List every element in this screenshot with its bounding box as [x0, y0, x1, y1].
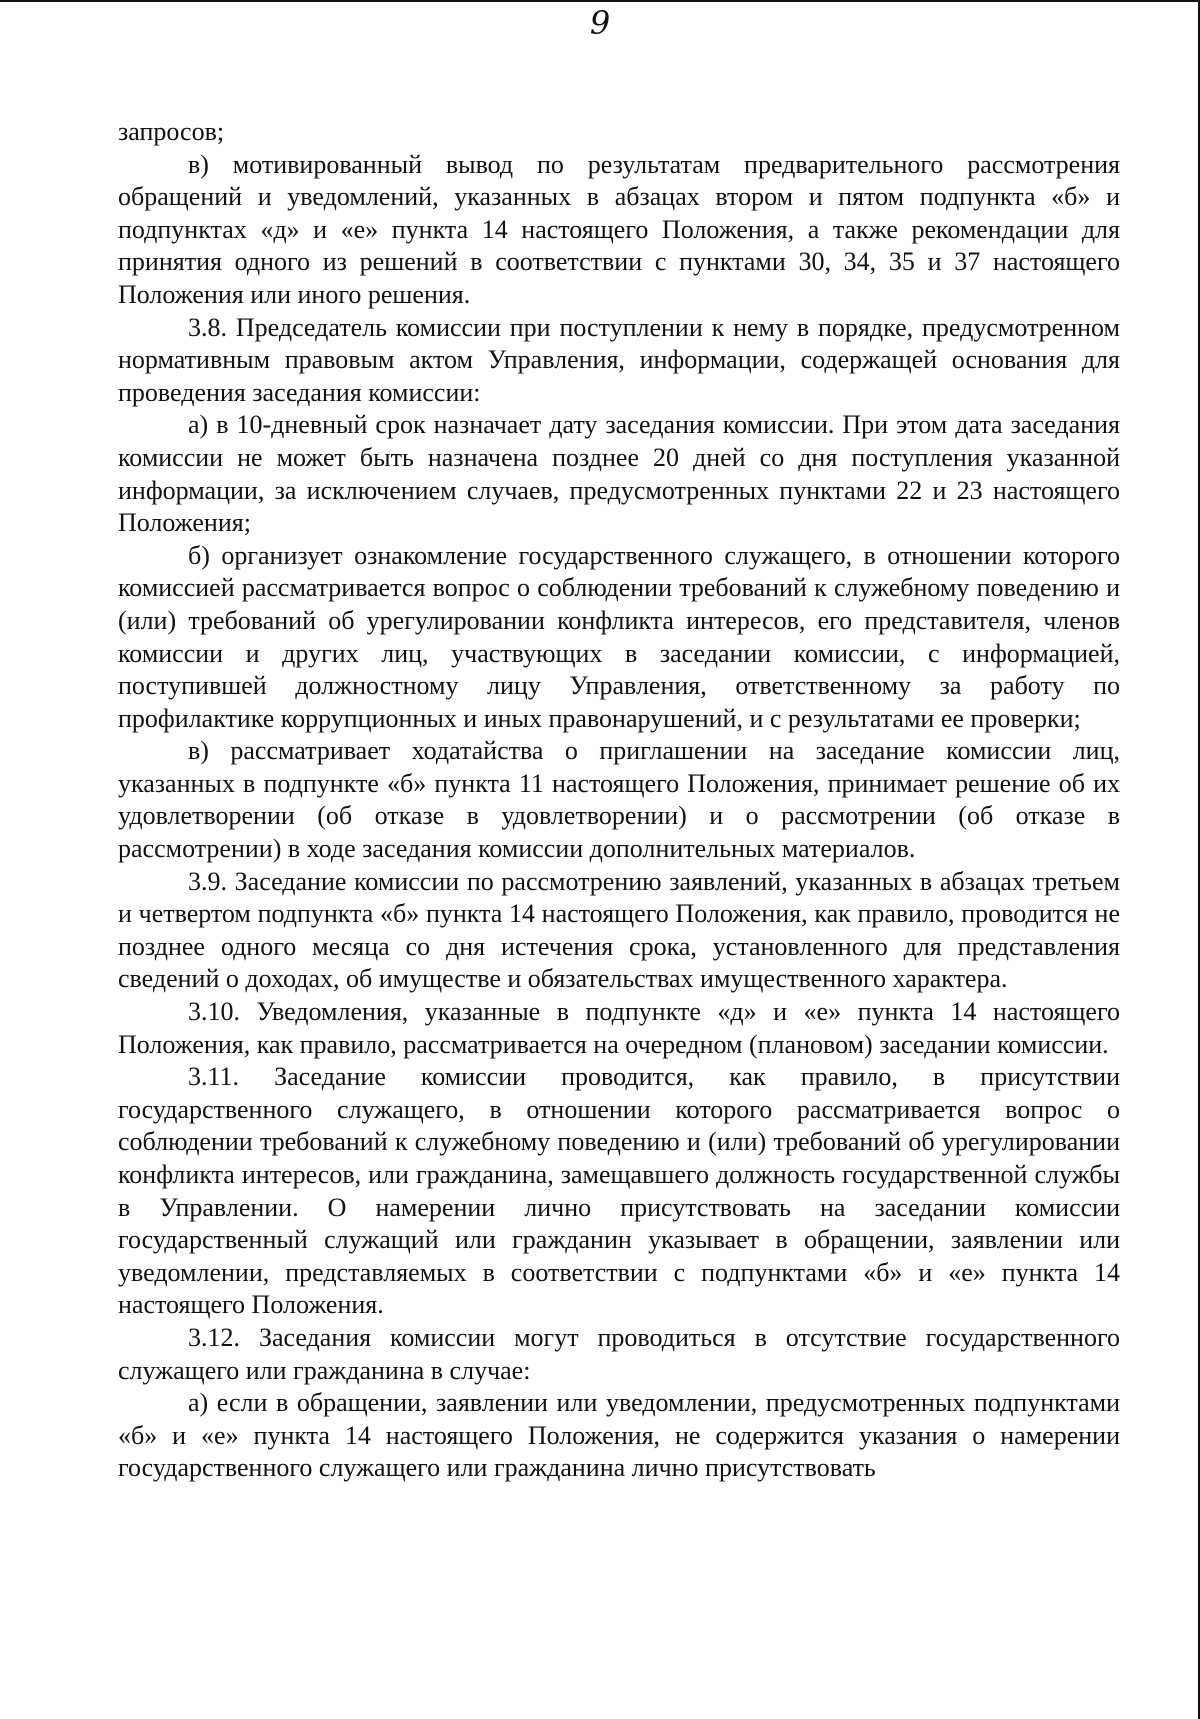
paragraph-3-8-b: б) организует ознакомление государственного служащего, в отношении которого комиссией рассматривается вопрос о соблюдении требований к служебному поведению и (или) требований об урегулировании конфликта интересов, его представителя, членов комиссии и других лиц, участвующих в заседании комиссии, с информацией, поступившей должностному лицу Управления, ответственному за работу по профилактике коррупционных и иных правонарушений, и с результатами ее проверки; [118, 540, 1120, 733]
paragraph-3-12-a: а) если в обращении, заявлении или уведомлении, предусмотренных подпунктами «б» и «е» пункта 14 настоящего Положения, не содержится указания о намерении государственного служащего или гражданина лично присутствовать [118, 1388, 1120, 1483]
paragraph-3-12: 3.12. Заседания комиссии могут проводиться в отсутствие государственного служащего или гражданина в случае: [118, 1322, 1120, 1385]
paragraph-3-11: 3.11. Заседание комиссии проводится, как правило, в присутствии государственного служащего, в отношении которого рассматривается вопрос о соблюдении требований к служебному поведению и (или) требований об урегулировании конфликта интересов, или гражданина, замещавшего должность государственной службы в Управлении. О намерении лично присутствовать на заседании комиссии государственный служащий или гражданин указывает в обращении, заявлении или уведомлении, представляемых в соответствии с подпунктами «б» и «е» пункта 14 настоящего Положения. [118, 1062, 1120, 1320]
paragraph-item-v: в) мотивированный вывод по результатам предварительного рассмотрения обращений и уведомлений, указанных в абзацах втором и пятом подпункта «б» и подпунктах «д» и «е» пункта 14 настоящего Положения, а также рекомендации для принятия одного из решений в соответствии с пунктами 30, 34, 35 и 37 настоящего Положения или иного решения. [118, 149, 1120, 309]
paragraph-3-10: 3.10. Уведомления, указанные в подпункте «д» и «е» пункта 14 настоящего Положения, как правило, рассматривается на очередном (плановом) заседании комиссии. [118, 997, 1120, 1059]
page-number: 9 [589, 4, 611, 42]
document-body [118, 116, 1120, 1485]
scan-edge-top [0, 0, 1200, 2]
paragraph-3-8-a: а) в 10-дневный срок назначает дату заседания комиссии. При этом дата заседания комиссии не может быть назначена позднее 20 дней со дня поступления указанной информации, за исключением случаев, предусмотренных пунктами 22 и 23 настоящего Положения; [118, 410, 1120, 538]
paragraph-3-8-v: в) рассматривает ходатайства о приглашении на заседание комиссии лиц, указанных в подпункте «б» пункта 11 настоящего Положения, принимает решение об их удовлетворении (об отказе в удовлетворении) и о рассмотрении (об отказе в рассмотрении) в ходе заседания комиссии дополнительных материалов. [118, 736, 1120, 864]
paragraph-continuation: запросов; [118, 117, 225, 146]
paragraph-3-8: 3.8. Председатель комиссии при поступлении к нему в порядке, предусмотренном нормативным правовым актом Управления, информации, содержащей основания для проведения заседания комиссии: [118, 312, 1120, 407]
paragraph-3-9: 3.9. Заседание комиссии по рассмотрению заявлений, указанных в абзацах третьем и четвертом подпункта «б» пункта 14 настоящего Положения, как правило, проводится не позднее одного месяца со дня истечения срока, установленного для представления сведений о доходах, об имуществе и обязательствах имущественного характера. [118, 866, 1120, 994]
